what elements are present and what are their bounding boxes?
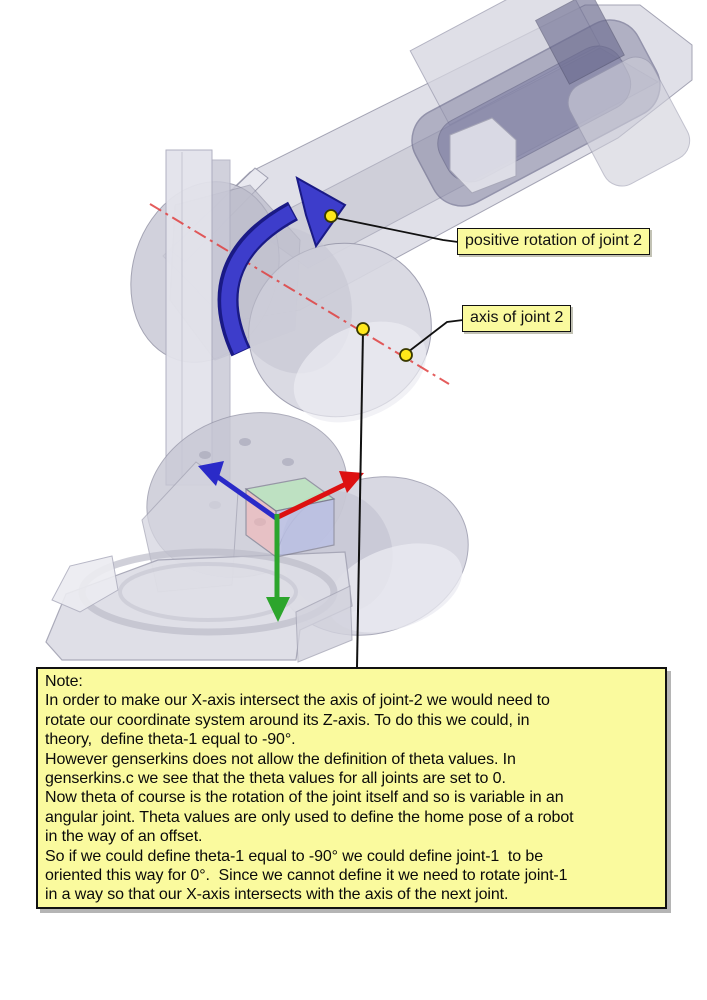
note-line: Now theta of course is the rotation of the joint itself and so is variable in an	[45, 789, 564, 807]
note-box	[36, 667, 667, 909]
note-line: angular joint. Theta values are only used to define the home pose of a robot	[45, 808, 574, 826]
joint-marker-dot	[357, 323, 369, 335]
note-line: genserkins.c we see that the theta values for all joints are set to 0.	[45, 770, 506, 788]
callout-axis-of-joint-2: axis of joint 2	[462, 305, 571, 332]
note-line: theory, define theta-1 equal to -90°.	[45, 731, 296, 749]
note-line: in a way so that our X-axis intersects with the axis of the next joint.	[45, 886, 509, 904]
joint-marker-dot	[400, 349, 412, 361]
note-line: rotate our coordinate system around its Z-axis. To do this we could, in	[45, 711, 530, 729]
callout-positive-rotation: positive rotation of joint 2	[457, 228, 650, 255]
base-platform	[46, 552, 352, 662]
joint-marker-dot	[325, 210, 337, 222]
note-title: Note:	[45, 673, 83, 690]
note-line: in the way of an offset.	[45, 828, 203, 846]
note-line: So if we could define theta-1 equal to -90° we could define joint-1 to be	[45, 847, 543, 865]
note-line: However genserkins does not allow the definition of theta values. In	[45, 750, 516, 768]
note-line: oriented this way for 0°. Since we cannot define it we need to rotate joint-1	[45, 867, 568, 885]
note-line: In order to make our X-axis intersect the axis of joint-2 we would need to	[45, 692, 550, 710]
origin-cube	[246, 478, 334, 557]
